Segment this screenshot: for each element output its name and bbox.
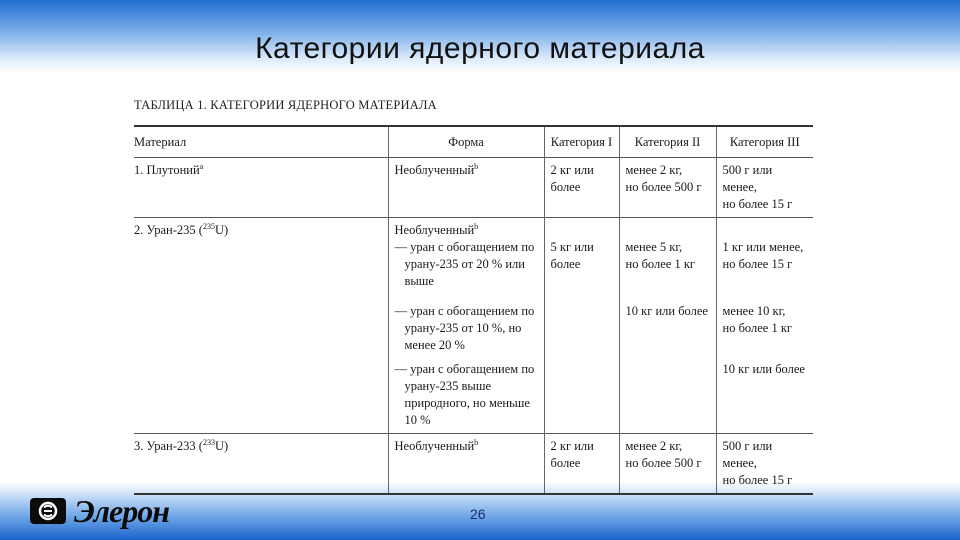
logo-emblem-icon [30, 498, 66, 524]
nuclear-material-table-wrapper [134, 125, 813, 495]
cell-category-3: 500 г или менее, но более 15 г [716, 158, 813, 218]
nuclear-material-table [134, 125, 813, 495]
cell-category-1: 2 кг или более [544, 434, 619, 495]
table-header-row [134, 126, 813, 158]
header-category-2: Категория II [619, 126, 716, 158]
form-enrichment-20-plus: — уран с обогащением по урану-235 от 20 % или выше [394, 240, 535, 288]
cell-category-1: 2 кг или более [544, 158, 619, 218]
table-row-uranium-233 [134, 434, 813, 495]
cell-material: 3. Уран-233 ($^{233}$U) [134, 437, 229, 453]
cell-form: Необлученный$^b$ [388, 434, 544, 495]
table-caption: ТАБЛИЦА 1. КАТЕГОРИИ ЯДЕРНОГО МАТЕРИАЛА [134, 98, 437, 112]
slide-title: Категории ядерного материала [255, 32, 705, 65]
header-material: Материал [134, 134, 187, 149]
form-enrichment-natural-10: — уран с обогащением по урану-235 выше природного, но меньше 10 % [394, 362, 535, 427]
page-number: 26 [470, 506, 486, 522]
cell-material: 2. Уран-235 ($^{235}$U) [134, 221, 229, 237]
cell-material: 1. Плутоний$^a$ [134, 161, 204, 177]
cell-form: Необлученный$^b$ [388, 158, 544, 218]
company-logo [30, 493, 169, 529]
header-form: Форма [388, 126, 544, 158]
header-category-1: Категория I [544, 126, 619, 158]
cell-category-2: менее 2 кг, но более 500 г [619, 158, 716, 218]
cell-category-3: 500 г или менее, но более 15 г [716, 434, 813, 495]
cell-category-2: менее 5 кг, но более 1 кг 10 кг или более [619, 218, 716, 434]
form-enrichment-10-20: — уран с обогащением по урану-235 от 10 %, но менее 20 % [394, 304, 535, 352]
header-category-3: Категория III [716, 126, 813, 158]
cell-category-2: менее 2 кг, но более 500 г [619, 434, 716, 495]
cell-form: Необлученный$^b$ — уран с обогащением по урану-235 от 20 % или выше — уран с обогащением по урану-235 от 10 %, но менее 20 % — уран с обогащением по урану-235 выше природного, но меньше 10 % [388, 218, 544, 434]
cell-category-1: 5 кг или более [544, 218, 619, 434]
logo-wordmark: Элерон [74, 493, 169, 529]
table-row-uranium-235 [134, 218, 813, 434]
cell-category-3: 1 кг или менее, но более 15 г менее 10 кг, но более 1 кг 10 кг или более [716, 218, 813, 434]
table-row-plutonium [134, 158, 813, 218]
